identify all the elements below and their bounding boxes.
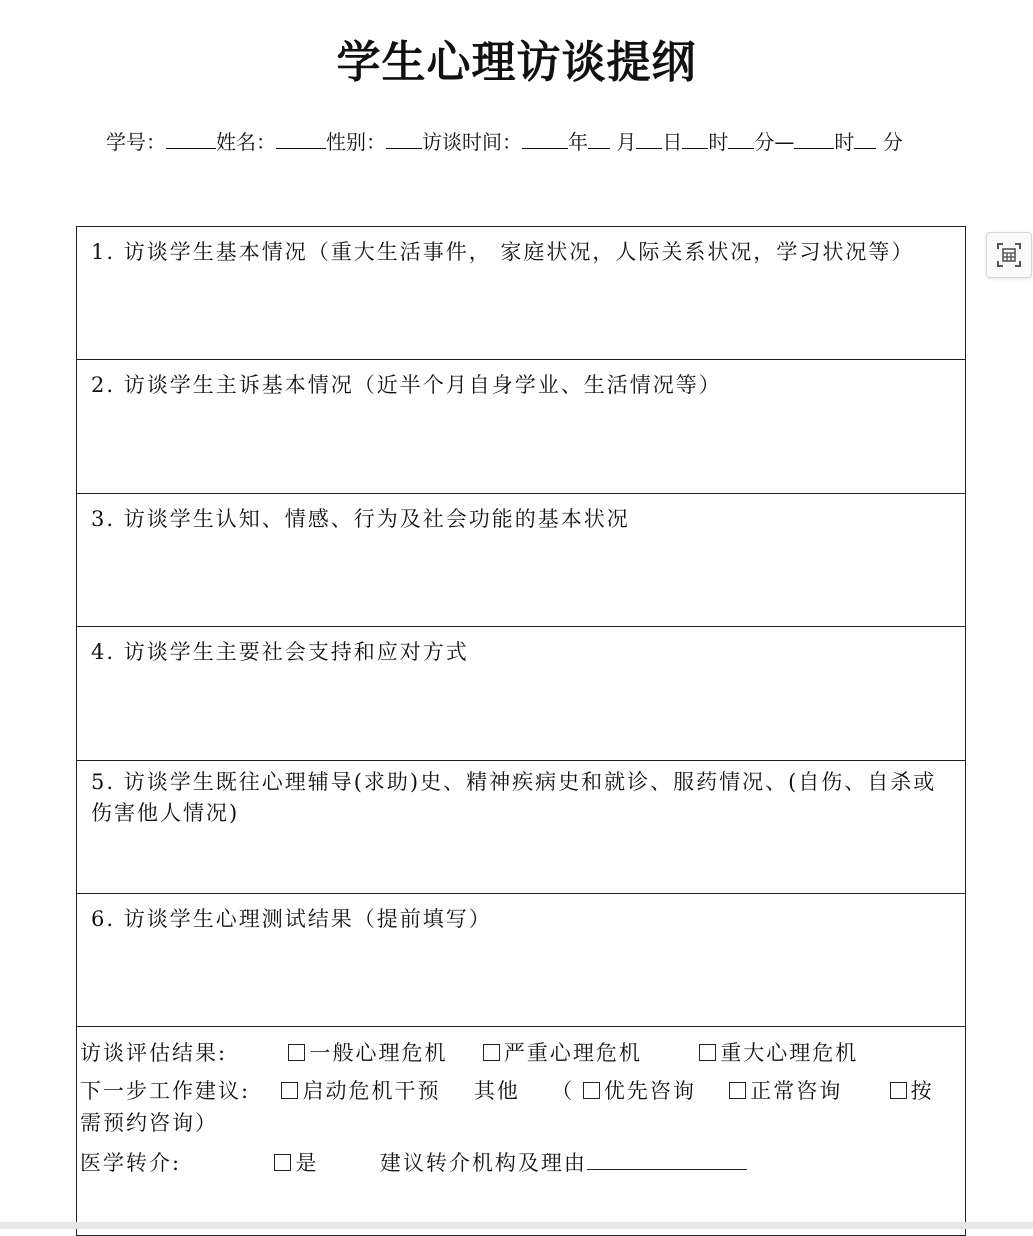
day-label: 日 <box>662 130 683 154</box>
student-id-label: 学号： <box>106 130 166 154</box>
question-row[interactable] <box>77 494 965 627</box>
referral-reason-label: 建议转介机构及理由 <box>379 1151 587 1175</box>
frame-grid-icon <box>995 241 1023 269</box>
question-text: 5. 访谈学生既往心理辅导(求助)史、精神疾病史和就诊、服药情况、(自伤、自杀或伤害他人情况) <box>91 770 937 825</box>
hour2-blank[interactable] <box>794 130 834 149</box>
year-blank[interactable] <box>522 130 568 149</box>
referral-line <box>80 1147 747 1177</box>
question-row[interactable] <box>77 761 965 894</box>
student-id-blank[interactable] <box>166 130 216 149</box>
option-major-crisis: 重大心理危机 <box>720 1041 859 1065</box>
option-other: 其他 <box>473 1079 520 1103</box>
option-appointment-a: 按 <box>910 1079 934 1103</box>
checkbox-general-crisis[interactable] <box>288 1044 305 1061</box>
checkbox-normal-consult[interactable] <box>729 1082 746 1099</box>
time-label: 访谈时间： <box>422 130 522 154</box>
next-step-line-wrap <box>80 1107 218 1137</box>
question-row[interactable] <box>77 360 965 494</box>
next-step-line <box>80 1075 934 1105</box>
checkbox-major-crisis[interactable] <box>699 1044 716 1061</box>
question-text: 2. 访谈学生主诉基本情况（近半个月自身学业、生活情况等） <box>91 373 722 397</box>
question-text: 4. 访谈学生主要社会支持和应对方式 <box>91 640 469 664</box>
evaluation-label: 访谈评估结果: <box>80 1041 228 1065</box>
minute1-label: 分— <box>754 130 795 154</box>
option-serious-crisis: 严重心理危机 <box>503 1041 642 1065</box>
checkbox-referral-yes[interactable] <box>274 1154 291 1171</box>
interview-table <box>76 226 966 1236</box>
question-row[interactable] <box>77 227 965 360</box>
checkbox-appointment-consult[interactable] <box>890 1082 907 1099</box>
minute1-blank[interactable] <box>728 130 754 149</box>
frame-grid-button[interactable] <box>986 232 1032 278</box>
minute2-blank[interactable] <box>854 130 876 149</box>
year-label: 年 <box>568 130 588 154</box>
month-label: 月 <box>616 130 637 154</box>
option-referral-yes: 是 <box>295 1151 319 1175</box>
option-normal-consult: 正常咨询 <box>750 1079 843 1103</box>
page-title: 学生心理访谈提纲 <box>336 37 697 88</box>
question-text: 6. 访谈学生心理测试结果（提前填写） <box>91 907 492 931</box>
gender-blank[interactable] <box>386 130 422 149</box>
referral-reason-blank[interactable] <box>587 1151 747 1170</box>
option-start-intervention: 启动危机干预 <box>302 1079 441 1103</box>
question-row[interactable] <box>77 894 965 1027</box>
day-blank[interactable] <box>636 130 662 149</box>
minute2-label: 分 <box>882 130 903 154</box>
name-label: 姓名： <box>216 130 276 154</box>
hour1-blank[interactable] <box>682 130 708 149</box>
question-text: 1. 访谈学生基本情况（重大生活事件， 家庭状况，人际关系状况，学习状况等） <box>91 240 915 264</box>
name-blank[interactable] <box>276 130 326 149</box>
checkbox-priority-consult[interactable] <box>583 1082 600 1099</box>
checkbox-start-intervention[interactable] <box>281 1082 298 1099</box>
next-step-label: 下一步工作建议: <box>80 1079 251 1103</box>
option-appointment-b: 需预约咨询） <box>80 1111 218 1135</box>
question-row[interactable] <box>77 627 965 761</box>
question-text: 3. 访谈学生认知、情感、行为及社会功能的基本状况 <box>91 507 630 531</box>
hour1-label: 时 <box>708 130 729 154</box>
checkbox-serious-crisis[interactable] <box>483 1044 500 1061</box>
evaluation-line <box>80 1037 858 1067</box>
open-paren: （ <box>551 1079 575 1103</box>
option-general-crisis: 一般心理危机 <box>309 1041 448 1065</box>
gender-label: 性别： <box>326 130 386 154</box>
option-priority-consult: 优先咨询 <box>603 1079 696 1103</box>
bottom-scroll-edge <box>0 1222 1033 1229</box>
student-info-line <box>106 126 903 155</box>
month-blank[interactable] <box>588 130 610 149</box>
hour2-label: 时 <box>834 130 855 154</box>
referral-label: 医学转介: <box>80 1151 182 1175</box>
